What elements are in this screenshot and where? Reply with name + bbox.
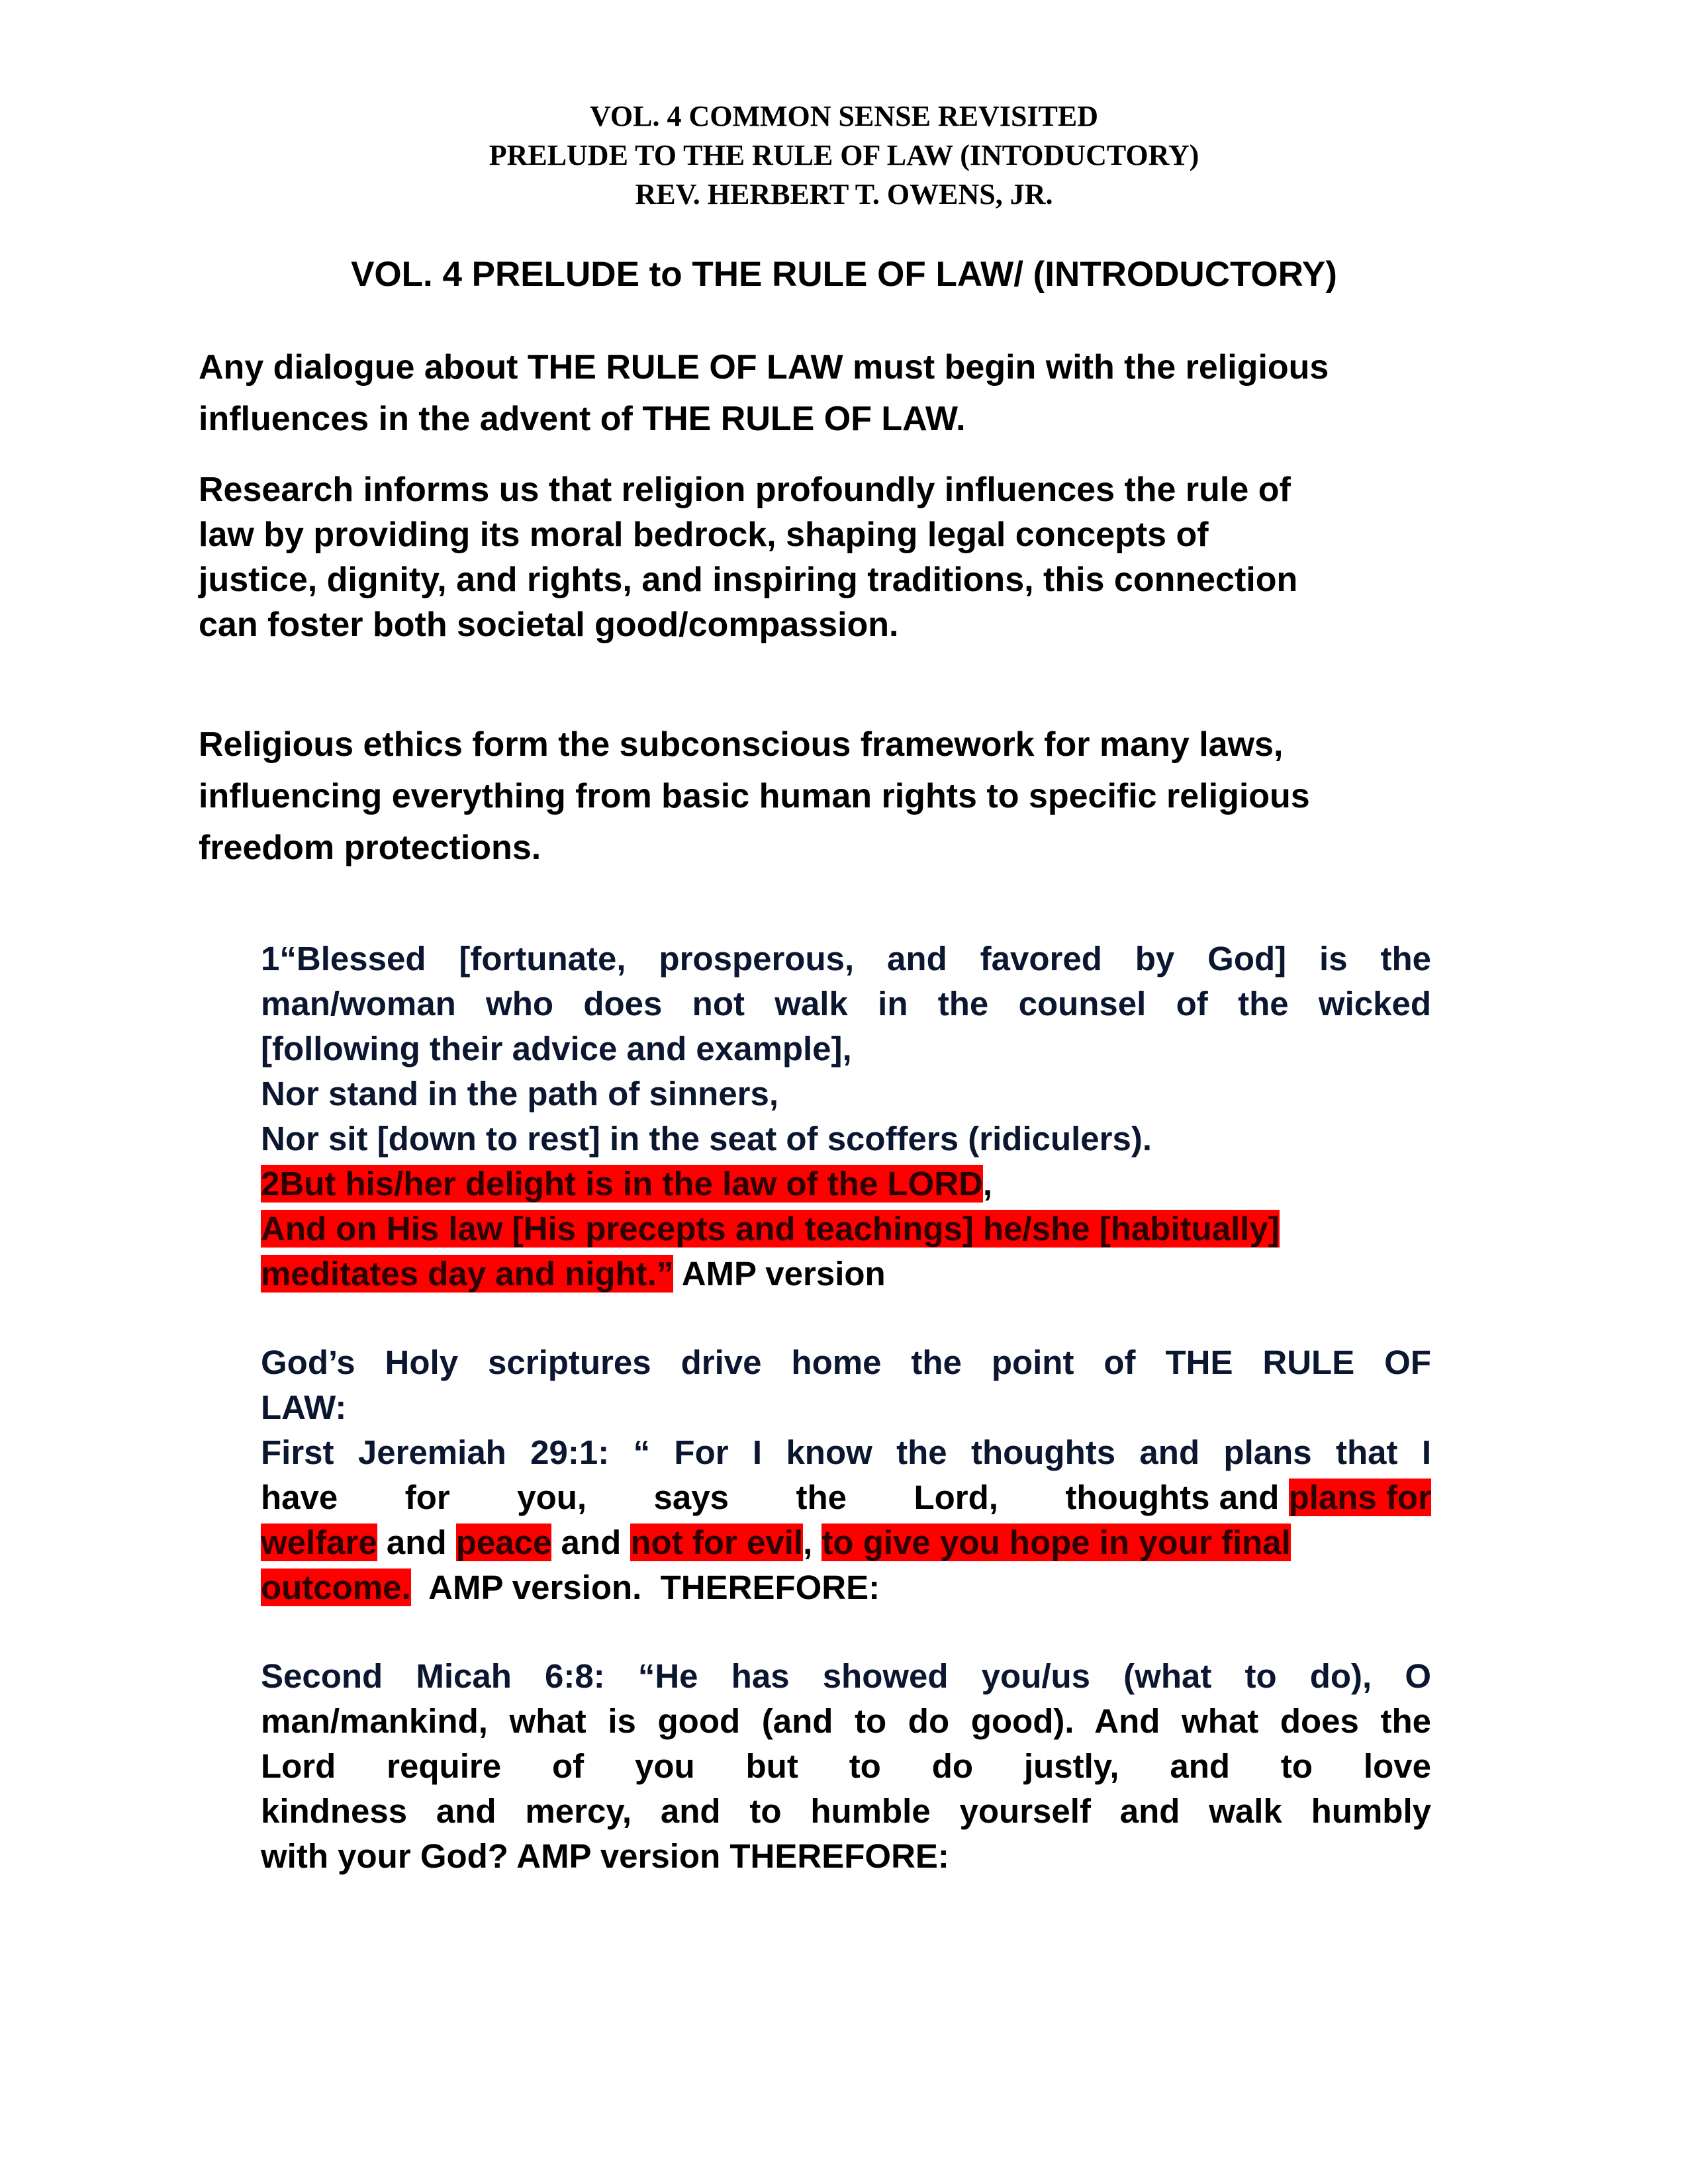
- quote-line: 1“Blessed [fortunate, prosperous, and favored by God] is the: [261, 940, 1431, 978]
- header-line-author: REV. HERBERT T. OWENS, JR.: [635, 178, 1053, 210]
- quote-word: [1065, 1475, 1430, 1520]
- quote-text: and: [377, 1524, 456, 1561]
- highlighted-text: welfare: [261, 1524, 377, 1561]
- jeremiah-quote: [261, 1340, 1431, 1610]
- paragraph-line: justice, dignity, and rights, and inspiring traditions, this connection: [199, 561, 1298, 599]
- quote-line: kindness and mercy, and to humble yourself and walk humbly: [261, 1792, 1431, 1830]
- quote-line: man/woman who does not walk in the counsel of the wicked: [261, 985, 1431, 1023]
- quote-text: ,: [982, 1165, 993, 1203]
- quote-text: and: [551, 1524, 631, 1561]
- quote-line: Lord require of you but to do justly, and to love: [261, 1747, 1431, 1785]
- highlighted-text: 2But his/her delight is in the law of the LORD: [261, 1165, 983, 1203]
- quote-line: [261, 1206, 1431, 1251]
- quote-line: [261, 1520, 1431, 1565]
- quote-word: and: [1219, 1479, 1280, 1516]
- quote-line: Second Micah 6:8: “He has showed you/us (what to do), O: [261, 1657, 1431, 1695]
- quote-line: man/mankind, what is good (and to do good). And what does the: [261, 1702, 1431, 1740]
- quote-word: thoughts: [1065, 1479, 1210, 1516]
- quote-word: for: [404, 1479, 450, 1516]
- highlighted-text: And on His law [His precepts and teachings] he/she [habitually]: [261, 1210, 1280, 1248]
- paragraph-line: influences in the advent of THE RULE OF LAW.: [199, 400, 966, 438]
- quote-word: the: [796, 1479, 847, 1516]
- paragraph-line: can foster both societal good/compassion.: [199, 606, 899, 644]
- quote-line: [261, 1251, 1431, 1297]
- paragraph-line: Religious ethics form the subconscious framework for many laws,: [199, 725, 1284, 764]
- quote-word: you,: [517, 1479, 587, 1516]
- quote-line: God’s Holy scriptures drive home the point of THE RULE OF: [261, 1343, 1431, 1381]
- research-paragraph: [199, 467, 1496, 647]
- highlighted-text: outcome.: [261, 1569, 411, 1606]
- quote-line: [261, 1475, 1431, 1520]
- highlighted-text: meditates day and night.”: [261, 1255, 674, 1293]
- header-line-volume: VOL. 4 COMMON SENSE REVISITED: [589, 100, 1099, 132]
- intro-paragraph: [199, 341, 1496, 445]
- quote-line: [following their advice and example],: [261, 1030, 852, 1068]
- ethics-paragraph: [199, 719, 1496, 874]
- quote-line: [261, 1565, 1431, 1610]
- paragraph-line: freedom protections.: [199, 829, 541, 867]
- quote-text: ,: [803, 1524, 822, 1561]
- paragraph-line: Any dialogue about THE RULE OF LAW must begin with the religious: [199, 348, 1329, 387]
- quote-word: Lord,: [914, 1479, 998, 1516]
- highlighted-text: peace: [455, 1524, 552, 1561]
- running-header: [0, 97, 1688, 214]
- version-note: AMP version: [673, 1255, 886, 1293]
- quote-line: Nor sit [down to rest] in the seat of scoffers (ridiculers).: [261, 1120, 1152, 1158]
- header-line-subtitle: PRELUDE TO THE RULE OF LAW (INTODUCTORY): [489, 139, 1199, 171]
- quote-word: have: [261, 1479, 338, 1516]
- highlighted-text: plans for: [1288, 1479, 1431, 1516]
- paragraph-line: influencing everything from basic human rights to specific religious: [199, 777, 1310, 815]
- quote-word: says: [653, 1479, 729, 1516]
- highlighted-text: not for evil: [630, 1524, 804, 1561]
- paragraph-line: law by providing its moral bedrock, shaping legal concepts of: [199, 516, 1209, 554]
- quote-line: Nor stand in the path of sinners,: [261, 1075, 779, 1113]
- highlighted-text: to give you hope in your final: [821, 1524, 1291, 1561]
- quote-line: First Jeremiah 29:1: “ For I know the thoughts and plans that I: [261, 1433, 1431, 1471]
- psalm-quote: [261, 936, 1431, 1297]
- quote-line: with your God? AMP version THEREFORE:: [261, 1837, 949, 1875]
- quote-line: LAW:: [261, 1388, 347, 1426]
- document-title: VOL. 4 PRELUDE to THE RULE OF LAW/ (INTRODUCTORY): [351, 255, 1337, 294]
- micah-quote: [261, 1654, 1431, 1879]
- version-note: AMP version. THEREFORE:: [410, 1569, 880, 1606]
- quote-line: [261, 1161, 1431, 1206]
- paragraph-line: Research informs us that religion profoundly influences the rule of: [199, 471, 1291, 509]
